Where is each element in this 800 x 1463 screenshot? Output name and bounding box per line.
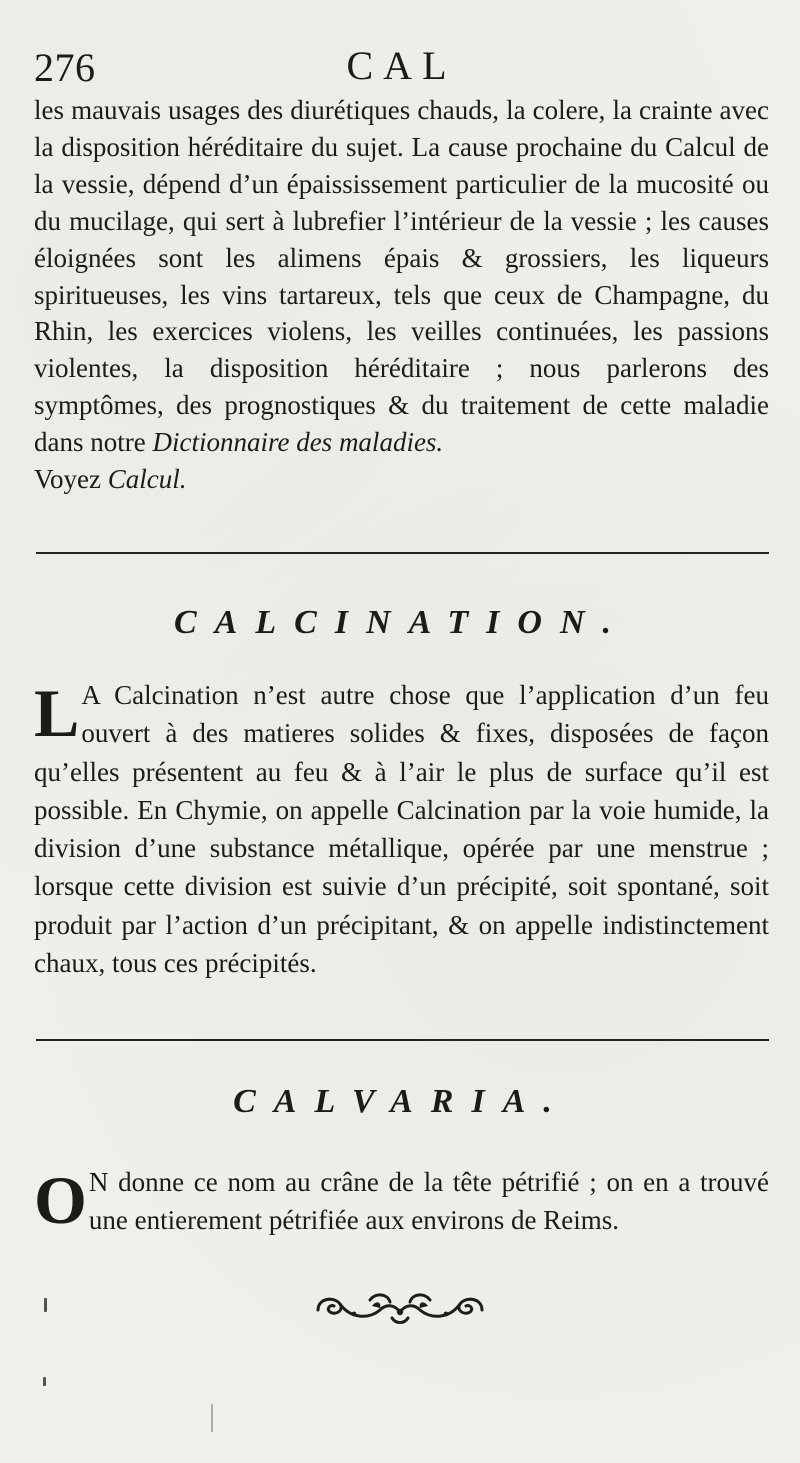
continued-paragraph-italic: Dictionnaire des maladies. — [152, 427, 444, 458]
entry-body-text: N donne ce nom au crâne de la tête pétrifié ; on en a trouvé une entierement pétrifiée aux environs de Reims. — [88, 1167, 769, 1236]
entry-body-calcination — [34, 676, 769, 982]
drop-cap: O — [34, 1162, 87, 1238]
continued-entry-text — [34, 92, 769, 498]
page-header — [34, 40, 769, 92]
cross-reference-link: Calcul. — [107, 464, 187, 495]
section-divider — [36, 1039, 769, 1041]
drop-cap: L — [34, 675, 80, 751]
running-head: CAL — [346, 43, 457, 88]
cross-reference-text: Voyez — [34, 464, 108, 495]
ink-speck — [43, 1377, 46, 1386]
entry-body-calvaria — [34, 1163, 769, 1240]
entry-body-text: A Calcination n’est autre chose que l’application d’un feu ouvert à des matieres solides & fixes, disposées de façon qu’elles présentent au feu & à l’air le plus de surface qu’il est possible. En Chymie, on appelle Calcination par la voie humide, la division d’une substance métallique, opérée par une menstrue ; lorsque cette division est suivie d’un précipité, soit spontané, soit produit par l’action d’un précipitant, & on appelle indistinctement chaux, tous ces précipités. — [34, 680, 769, 979]
ink-speck — [44, 1298, 47, 1312]
continued-paragraph-text: les mauvais usages des diurétiques chauds, la colere, la crainte avec la disposition héréditaire du sujet. La cause prochaine du Calcul de la vessie, dépend d’un épaississement particulier de la mucosité ou du mucilage, qui sert à lubrefier l’intérieur de la vessie ; les causes éloignées sont les alimens épais & grossiers, les liqueurs spiritueuses, les vins tartareux, tels que ceux de Champagne, du Rhin, les exercices violens, les veilles continuées, les passions violentes, la disposition héréditaire ; nous parlerons des symptômes, des prognostiques & du traitement de cette maladie dans notre — [34, 95, 769, 458]
scroll-ornament-icon — [310, 1286, 490, 1328]
section-divider — [36, 552, 769, 554]
cross-reference — [34, 461, 769, 498]
continued-paragraph — [34, 92, 769, 461]
entry-title-calcination: CALCINATION. — [174, 604, 629, 641]
page-number: 276 — [34, 45, 96, 90]
ink-speck — [211, 1404, 213, 1432]
entry-title-calvaria: CALVARIA. — [233, 1083, 570, 1120]
